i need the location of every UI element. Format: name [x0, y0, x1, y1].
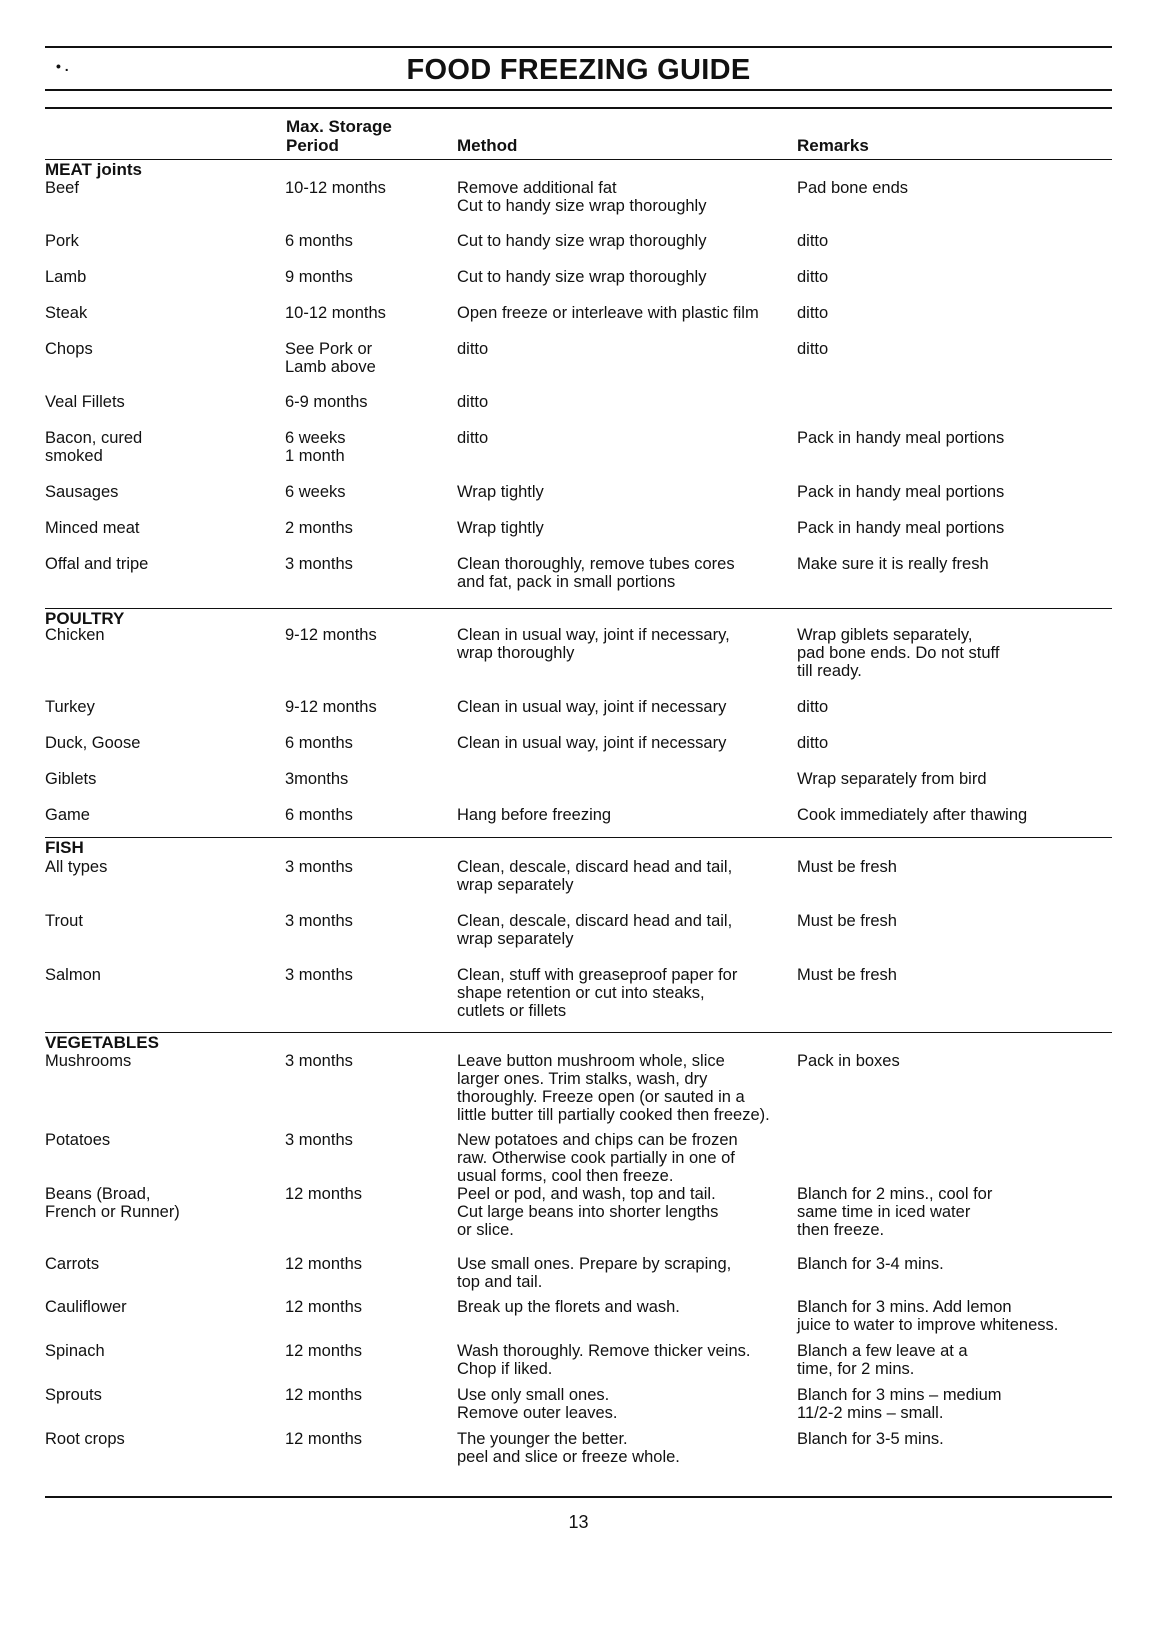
- food-item: Trout: [45, 912, 83, 930]
- remark-text: Pack in handy meal portions: [797, 483, 1005, 501]
- method-text: Open freeze or interleave with plastic film: [457, 304, 759, 322]
- remark-text: Pack in handy meal portions: [797, 429, 1005, 447]
- remark-text: Must be fresh: [797, 966, 897, 984]
- method-text: Hang before freezing: [457, 806, 612, 824]
- food-item: Game: [45, 806, 90, 824]
- section-meat: [45, 159, 1112, 591]
- storage-period: 12 months: [285, 1386, 363, 1404]
- storage-period: 3 months: [285, 1052, 353, 1070]
- method-text: Clean, descale, discard head and tail, wrap separately: [457, 912, 733, 948]
- method-text: ditto: [457, 340, 489, 358]
- method-text: The younger the better. peel and slice or freeze whole.: [457, 1430, 680, 1466]
- food-item: Giblets: [45, 770, 97, 788]
- storage-period: 6 weeks: [285, 483, 346, 501]
- remark-text: Blanch for 2 mins., cool for same time in iced water then freeze.: [797, 1185, 993, 1239]
- remark-text: Must be fresh: [797, 912, 897, 930]
- storage-period: 10-12 months: [285, 304, 386, 322]
- method-text: Wrap tightly: [457, 519, 544, 537]
- title-rule: [45, 89, 1112, 91]
- food-item: Chops: [45, 340, 93, 358]
- storage-period: 3 months: [285, 858, 353, 876]
- storage-period: 6 weeks 1 month: [285, 429, 346, 465]
- storage-period: 12 months: [285, 1342, 363, 1360]
- method-text: Clean thoroughly, remove tubes cores and fat, pack in small portions: [457, 555, 735, 591]
- storage-period: 6 months: [285, 806, 353, 824]
- storage-period: 6 months: [285, 734, 353, 752]
- bottom-rule: [45, 1496, 1112, 1498]
- remark-text: Pack in boxes: [797, 1052, 900, 1070]
- storage-period: 6-9 months: [285, 393, 368, 411]
- storage-period: See Pork or Lamb above: [285, 340, 376, 376]
- remark-text: Wrap giblets separately, pad bone ends. Do not stuff till ready.: [797, 626, 1000, 680]
- storage-period: 3months: [285, 770, 349, 788]
- corner-mark: • .: [56, 58, 69, 74]
- food-item: Minced meat: [45, 519, 140, 537]
- storage-period: 10-12 months: [285, 179, 386, 197]
- food-item: Bacon, cured smoked: [45, 429, 143, 465]
- food-item: Turkey: [45, 698, 95, 716]
- method-text: Leave button mushroom whole, slice larger ones. Trim stalks, wash, dry thoroughly. Freeze open (or sauted in a little butter till partially cooked then freeze).: [457, 1052, 770, 1124]
- food-item: Pork: [45, 232, 79, 250]
- food-item: Cauliflower: [45, 1298, 127, 1316]
- remark-text: Must be fresh: [797, 858, 897, 876]
- remark-text: Pack in handy meal portions: [797, 519, 1005, 537]
- storage-period: 12 months: [285, 1298, 363, 1316]
- remark-text: Blanch for 3-4 mins.: [797, 1255, 944, 1273]
- remark-text: Wrap separately from bird: [797, 770, 987, 788]
- method-text: Remove additional fat Cut to handy size wrap thoroughly: [457, 179, 707, 215]
- method-text: Peel or pod, and wash, top and tail. Cut large beans into shorter lengths or slice.: [457, 1185, 719, 1239]
- method-text: ditto: [457, 429, 489, 447]
- food-item: Beef: [45, 179, 79, 197]
- food-item: Steak: [45, 304, 88, 322]
- food-item: Spinach: [45, 1342, 105, 1360]
- storage-period: 12 months: [285, 1430, 363, 1448]
- remark-text: Cook immediately after thawing: [797, 806, 1028, 824]
- food-item: Mushrooms: [45, 1052, 132, 1070]
- method-text: ditto: [457, 393, 489, 411]
- storage-period: 3 months: [285, 966, 353, 984]
- food-item: Potatoes: [45, 1131, 111, 1149]
- page-number: 13: [568, 1512, 589, 1532]
- remark-text: Blanch a few leave at a time, for 2 mins.: [797, 1342, 968, 1378]
- remark-text: ditto: [797, 268, 829, 286]
- method-text: Cut to handy size wrap thoroughly: [457, 268, 707, 286]
- section-title: VEGETABLES: [45, 1033, 159, 1052]
- storage-period: 12 months: [285, 1255, 363, 1273]
- top-rule: [45, 46, 1112, 48]
- food-item: Chicken: [45, 626, 105, 644]
- method-text: Clean in usual way, joint if necessary: [457, 734, 727, 752]
- method-text: Clean in usual way, joint if necessary: [457, 698, 727, 716]
- storage-period: 3 months: [285, 912, 353, 930]
- remark-text: Blanch for 3 mins. Add lemon juice to water to improve whiteness.: [797, 1298, 1059, 1334]
- remark-text: Make sure it is really fresh: [797, 555, 989, 573]
- storage-period: 6 months: [285, 232, 353, 250]
- method-text: Cut to handy size wrap thoroughly: [457, 232, 707, 250]
- storage-period: 9-12 months: [285, 626, 377, 644]
- section-poultry: [45, 608, 1112, 824]
- header-remarks: Remarks: [797, 136, 869, 155]
- food-item: Sprouts: [45, 1386, 102, 1404]
- method-text: Wrap tightly: [457, 483, 544, 501]
- food-item: Veal Fillets: [45, 393, 125, 411]
- remark-text: ditto: [797, 232, 829, 250]
- storage-period: 9 months: [285, 268, 353, 286]
- remark-text: ditto: [797, 340, 829, 358]
- food-item: Root crops: [45, 1430, 125, 1448]
- remark-text: Pad bone ends: [797, 179, 909, 197]
- method-text: Break up the florets and wash.: [457, 1298, 680, 1316]
- remark-text: Blanch for 3 mins – medium 11/2-2 mins – small.: [797, 1386, 1002, 1422]
- section-title: MEAT joints: [45, 160, 142, 179]
- section-title: POULTRY: [45, 609, 125, 628]
- section-fish: [45, 837, 1112, 1020]
- food-item: Salmon: [45, 966, 101, 984]
- method-text: Use only small ones. Remove outer leaves.: [457, 1386, 618, 1422]
- header-method: Method: [457, 136, 518, 155]
- storage-period: 3 months: [285, 1131, 353, 1149]
- storage-period: 9-12 months: [285, 698, 377, 716]
- method-text: Use small ones. Prepare by scraping, top and tail.: [457, 1255, 732, 1291]
- storage-period: 12 months: [285, 1185, 363, 1203]
- storage-period: 2 months: [285, 519, 353, 537]
- method-text: New potatoes and chips can be frozen raw. Otherwise cook partially in one of usual forms, cool then freeze.: [457, 1131, 738, 1185]
- remark-text: Blanch for 3-5 mins.: [797, 1430, 944, 1448]
- food-item: Sausages: [45, 483, 119, 501]
- food-item: Beans (Broad, French or Runner): [45, 1185, 180, 1221]
- section-title: FISH: [45, 838, 84, 857]
- method-text: Wash thoroughly. Remove thicker veins. Chop if liked.: [457, 1342, 751, 1378]
- remark-text: ditto: [797, 698, 829, 716]
- method-text: Clean, stuff with greaseproof paper for shape retention or cut into steaks, cutlets or fillets: [457, 966, 738, 1020]
- method-text: Clean, descale, discard head and tail, wrap separately: [457, 858, 733, 894]
- header-period: Max. Storage Period: [286, 117, 392, 155]
- food-item: Duck, Goose: [45, 734, 141, 752]
- page-title: FOOD FREEZING GUIDE: [406, 54, 751, 86]
- section-vegetables: [45, 1032, 1112, 1466]
- food-item: Lamb: [45, 268, 87, 286]
- food-item: Offal and tripe: [45, 555, 149, 573]
- method-text: Clean in usual way, joint if necessary, wrap thoroughly: [457, 626, 730, 662]
- food-item: All types: [45, 858, 108, 876]
- storage-period: 3 months: [285, 555, 353, 573]
- remark-text: ditto: [797, 304, 829, 322]
- remark-text: ditto: [797, 734, 829, 752]
- title-rule-2: [45, 107, 1112, 109]
- food-item: Carrots: [45, 1255, 100, 1273]
